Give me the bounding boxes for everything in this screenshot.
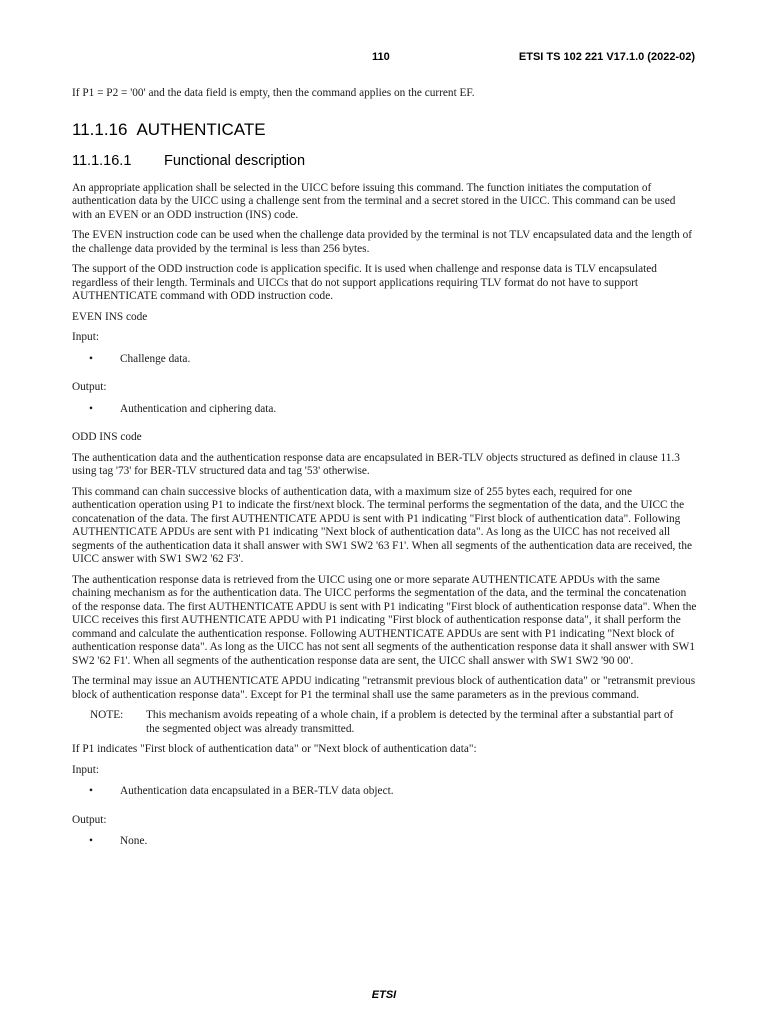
list-item-text: Authentication and ciphering data.: [120, 402, 277, 415]
odd-ins-label: ODD INS code: [72, 431, 142, 443]
list-item-text: None.: [120, 835, 148, 847]
page-body: [72, 87, 698, 864]
bullet-icon: •: [89, 352, 93, 365]
page-number: 110: [372, 51, 390, 63]
paragraph: The authentication response data is retrieved from the UICC using one or more separate AUTHENTICATE APDUs with the same chaining mechanism as for the authentication data. The UICC performs the segmentation of the data, and the terminal the concatenation of the response data. The first AUTHENTICATE APDU is sent with P1 indicating "First block of authentication response data". When the UICC receives this first AUTHENTICATE APDU with P1 indicating "First block of authentication response data", it shall perform the command and calculate the authentication response. Following AUTHENTICATE APDUs are sent with P1 indicating "Next block of authentication response data". As long as the UICC has not sent all segments of the authentication response data it shall answer with SW1 SW2 '62 F1'. When all segments of the authentication response data are sent, the UICC shall answer with SW1 SW2 '90 00'.: [72, 573, 697, 667]
paragraph: The terminal may issue an AUTHENTICATE APDU indicating "retransmit previous block of authentication data" or "retransmit previous block of authentication response data". Except for P1 the terminal shall use the same parameters as in the previous command.: [72, 675, 696, 701]
input-label: Input:: [72, 763, 99, 776]
even-ins-label: EVEN INS code: [72, 310, 148, 323]
bullet-icon: •: [89, 835, 93, 847]
paragraph: The EVEN instruction code can be used when the challenge data provided by the terminal is not TLV encapsulated data and the length of the challenge data provided by the terminal is less than 256 bytes.: [72, 229, 692, 255]
section-number: 11.1.16: [72, 119, 128, 139]
output-label: Output:: [72, 813, 107, 826]
list-item: [72, 353, 698, 367]
note-text: This mechanism avoids repeating of a whole chain, if a problem is detected by the terminal after a substantial part of the segmented object was already transmitted.: [146, 709, 674, 735]
note-label: NOTE:: [90, 709, 124, 721]
section-heading: [72, 120, 698, 140]
bullet-icon: •: [89, 402, 93, 415]
subsection-heading: [72, 153, 698, 170]
list-item-text: Challenge data.: [120, 352, 191, 365]
subsection-number: 11.1.16.1: [72, 152, 132, 169]
paragraph: The authentication data and the authentication response data are encapsulated in BER-TLV objects structured as defined in clause 11.3 using tag '73' for BER-TLV structured data and tag '53' otherwise.: [72, 451, 680, 477]
output-label: Output:: [72, 381, 107, 393]
paragraph: If P1 indicates "First block of authentication data" or "Next block of authentication data":: [72, 743, 477, 755]
input-label: Input:: [72, 331, 99, 343]
list-item-text: Authentication data encapsulated in a BER-TLV data object.: [120, 785, 394, 797]
subsection-title: Functional description: [164, 152, 306, 169]
note: [72, 709, 698, 736]
paragraph: The support of the ODD instruction code is application specific. It is used when challenge and response data is TLV encapsulated regardless of their length. Terminals and UICCs that do not support applications requiring TLV format do not have to support AUTHENTICATE command with ODD instruction code.: [72, 263, 657, 302]
section-title: AUTHENTICATE: [136, 119, 266, 139]
intro-paragraph: If P1 = P2 = '00' and the data field is empty, then the command applies on the current EF.: [72, 87, 475, 99]
bullet-icon: •: [89, 785, 93, 797]
list-item: [72, 403, 698, 417]
list-item: [72, 785, 698, 799]
paragraph: An appropriate application shall be selected in the UICC before issuing this command. The function initiates the computation of authentication data by the UICC using a challenge sent from the terminal and a secret stored in the UICC. This command can be used with an EVEN or an ODD instruction (INS) code.: [72, 181, 676, 221]
document-title: ETSI TS 102 221 V17.1.0 (2022-02): [518, 51, 695, 63]
paragraph: This command can chain successive blocks of authentication data, with a maximum size of 255 bytes each, required for one authentication operation using P1 to indicate the first/next block. The terminal performs the segmentation of the data, and the UICC the concatenation of the data. The first AUTHENTICATE APDU is sent with P1 indicating "First block of authentication data". Following AUTHENTICATE APDUs are sent with P1 indicating "Next block of authentication data". As long as the UICC has not received all segments of the authentication data it shall answer with SW1 SW2 '63 F1'. When all segments of the authentication data are received, the UICC answer with SW1 SW2 '62 F3'.: [72, 485, 692, 565]
footer-logo-text: ETSI: [371, 989, 397, 1001]
list-item: [72, 835, 698, 849]
